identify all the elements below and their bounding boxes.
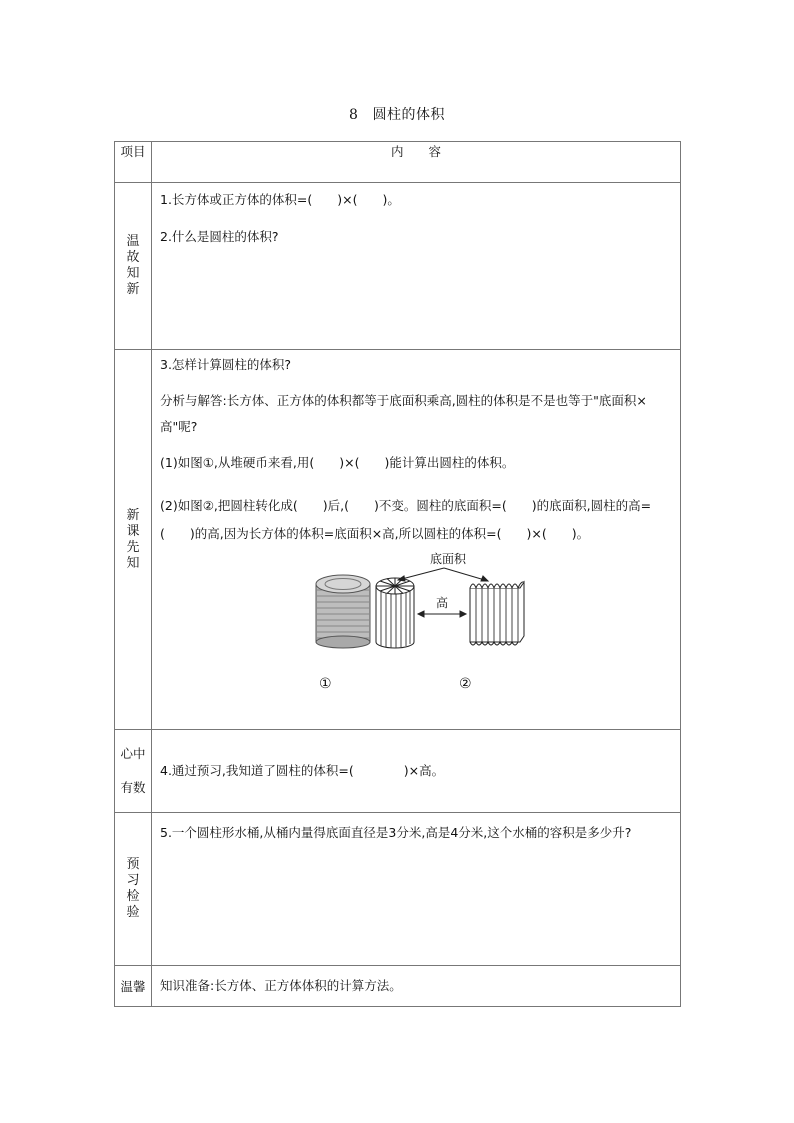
header-col-content: 内 容 (152, 142, 681, 183)
figure-mark-1: ① (319, 676, 332, 692)
label-new-lesson: 新课先知 (126, 507, 140, 571)
label-height: 高 (436, 596, 449, 610)
row-mind (115, 730, 681, 813)
height-arrow (418, 611, 466, 617)
base-area-arrows (398, 568, 488, 581)
label-mind-bottom: 有数 (120, 780, 146, 795)
question-4: 4.通过预习,我知道了圆柱的体积=( )×高。 (160, 763, 445, 778)
row-tip (115, 966, 681, 1007)
row-check (115, 813, 681, 966)
content-review (152, 183, 681, 350)
question-3: 3.怎样计算圆柱的体积? (160, 357, 292, 372)
content-new-lesson (152, 350, 681, 730)
tip-text: 知识准备:长方体、正方体体积的计算方法。 (160, 978, 402, 993)
part-2-text: (2)如图②,把圆柱转化成( )后,( )不变。圆柱的底面积=( )的底面积,圆柱的高=( )的高,因为长方体的体积=底面积×高,所以圆柱的体积=( )×( )。 (160, 498, 652, 541)
question-2: 2.什么是圆柱的体积? (160, 229, 279, 244)
label-mind-top: 心中 (120, 746, 146, 761)
header-col-item: 项目 (115, 142, 152, 183)
question-1: 1.长方体或正方体的体积=( )×( )。 (160, 192, 400, 207)
rearranged-cuboid-image (470, 582, 524, 645)
content-tip (152, 966, 681, 1007)
coin-stack-image (316, 575, 370, 648)
part-1-text: (1)如图①,从堆硬币来看,用( )×( )能计算出圆柱的体积。 (160, 455, 515, 470)
title-text: 圆柱的体积 (372, 107, 445, 123)
question-5: 5.一个圆柱形水桶,从桶内量得底面直径是3分米,高是4分米,这个水桶的容积是多少升? (160, 825, 632, 840)
analysis-text: 分析与解答:长方体、正方体的体积都等于底面积乘高,圆柱的体积是不是也等于"底面积×高"呢? (160, 393, 647, 434)
label-check-cell (115, 813, 152, 966)
label-review-cell (115, 183, 152, 350)
figure-cylinder-volume (294, 552, 674, 706)
label-mind-cell (115, 730, 152, 813)
content-check (152, 813, 681, 966)
label-base-area: 底面积 (430, 552, 467, 566)
label-tip: 温馨 (115, 966, 152, 1007)
title-number: 8 (349, 107, 359, 123)
label-check: 预习检验 (126, 857, 140, 920)
header-row (115, 142, 681, 183)
content-mind (152, 730, 681, 813)
row-new-lesson (115, 350, 681, 730)
page-title (0, 104, 794, 124)
row-review (115, 183, 681, 350)
worksheet-table (114, 141, 681, 1007)
label-new-lesson-cell (115, 350, 152, 730)
sliced-cylinder-image (376, 578, 414, 648)
figure-mark-2: ② (459, 676, 472, 692)
figure-drawing (294, 556, 674, 666)
label-review: 温故知新 (126, 234, 140, 297)
